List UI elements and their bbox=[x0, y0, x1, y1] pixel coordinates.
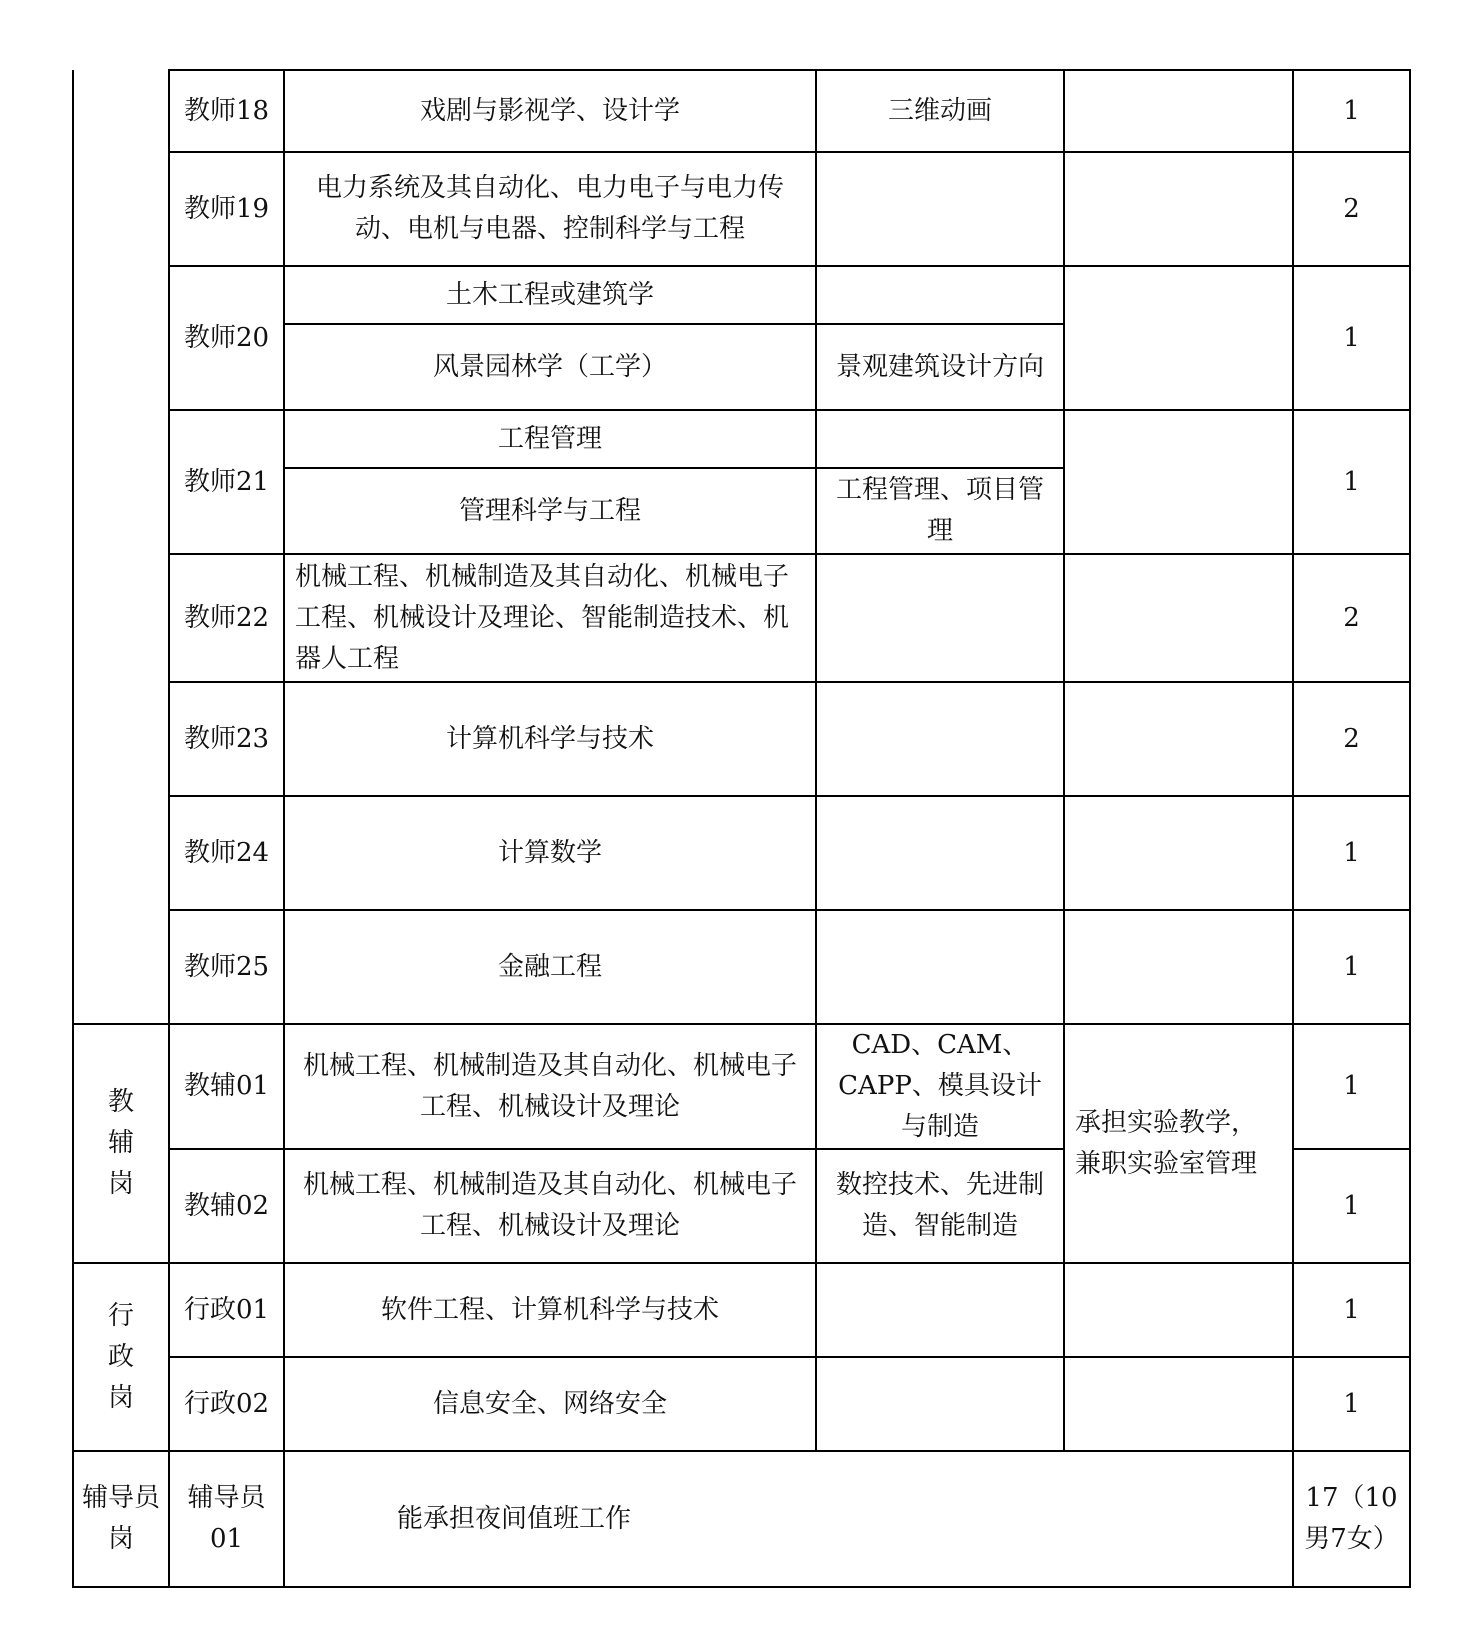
note-cell bbox=[1064, 266, 1293, 410]
requirement-cell: 能承担夜间值班工作 bbox=[284, 1451, 1293, 1587]
table-row bbox=[73, 554, 1410, 682]
table-row bbox=[73, 266, 1410, 324]
position-code: 教师23 bbox=[169, 682, 284, 796]
count-cell: 1 bbox=[1293, 1357, 1410, 1451]
major-cell: 戏剧与影视学、设计学 bbox=[284, 70, 816, 152]
table-row bbox=[73, 1263, 1410, 1357]
direction-cell bbox=[816, 554, 1064, 682]
count-cell: 2 bbox=[1293, 554, 1410, 682]
note-cell bbox=[1064, 410, 1293, 554]
direction-cell bbox=[816, 910, 1064, 1024]
position-code: 教师18 bbox=[169, 70, 284, 152]
position-code: 教师24 bbox=[169, 796, 284, 910]
major-cell: 计算数学 bbox=[284, 796, 816, 910]
category-cell-admin: 行政岗 bbox=[73, 1263, 169, 1451]
major-cell: 机械工程、机械制造及其自动化、机械电子工程、机械设计及理论、智能制造技术、机器人工程 bbox=[284, 554, 816, 682]
position-code: 教辅02 bbox=[169, 1149, 284, 1263]
position-code: 辅导员01 bbox=[169, 1451, 284, 1587]
recruitment-table bbox=[72, 69, 1411, 1588]
table-row bbox=[73, 410, 1410, 468]
count-cell: 1 bbox=[1293, 910, 1410, 1024]
major-cell: 软件工程、计算机科学与技术 bbox=[284, 1263, 816, 1357]
direction-cell bbox=[816, 1263, 1064, 1357]
direction-cell bbox=[816, 796, 1064, 910]
count-cell: 1 bbox=[1293, 796, 1410, 910]
count-cell: 1 bbox=[1293, 70, 1410, 152]
major-cell: 金融工程 bbox=[284, 910, 816, 1024]
direction-cell bbox=[816, 1357, 1064, 1451]
direction-cell bbox=[816, 682, 1064, 796]
table-row bbox=[73, 1357, 1410, 1451]
direction-cell: 三维动画 bbox=[816, 70, 1064, 152]
note-cell bbox=[1064, 554, 1293, 682]
major-cell: 电力系统及其自动化、电力电子与电力传动、电机与电器、控制科学与工程 bbox=[284, 152, 816, 266]
major-cell: 机械工程、机械制造及其自动化、机械电子工程、机械设计及理论 bbox=[284, 1149, 816, 1263]
position-code: 教师19 bbox=[169, 152, 284, 266]
position-code: 教辅01 bbox=[169, 1024, 284, 1149]
position-code: 行政01 bbox=[169, 1263, 284, 1357]
position-code: 教师25 bbox=[169, 910, 284, 1024]
count-cell: 2 bbox=[1293, 152, 1410, 266]
direction-cell bbox=[816, 266, 1064, 324]
count-cell: 1 bbox=[1293, 266, 1410, 410]
count-cell: 1 bbox=[1293, 1149, 1410, 1263]
count-cell: 1 bbox=[1293, 1263, 1410, 1357]
major-cell: 土木工程或建筑学 bbox=[284, 266, 816, 324]
note-cell bbox=[1064, 910, 1293, 1024]
position-code: 教师22 bbox=[169, 554, 284, 682]
major-cell: 信息安全、网络安全 bbox=[284, 1357, 816, 1451]
major-cell: 工程管理 bbox=[284, 410, 816, 468]
count-cell: 1 bbox=[1293, 410, 1410, 554]
category-cell-counselor: 辅导员岗 bbox=[73, 1451, 169, 1587]
note-cell bbox=[1064, 682, 1293, 796]
note-cell bbox=[1064, 1357, 1293, 1451]
direction-cell bbox=[816, 410, 1064, 468]
category-cell-teacher bbox=[73, 70, 169, 1024]
table-row bbox=[73, 910, 1410, 1024]
position-code: 教师20 bbox=[169, 266, 284, 410]
major-cell: 计算机科学与技术 bbox=[284, 682, 816, 796]
count-cell: 17（10男7女） bbox=[1293, 1451, 1410, 1587]
major-cell: 机械工程、机械制造及其自动化、机械电子工程、机械设计及理论 bbox=[284, 1024, 816, 1149]
table-row bbox=[73, 682, 1410, 796]
direction-cell bbox=[816, 152, 1064, 266]
direction-cell: 景观建筑设计方向 bbox=[816, 324, 1064, 410]
note-cell bbox=[1064, 796, 1293, 910]
note-cell bbox=[1064, 70, 1293, 152]
position-code: 教师21 bbox=[169, 410, 284, 554]
table-row bbox=[73, 1024, 1410, 1149]
note-cell bbox=[1064, 1263, 1293, 1357]
note-cell: 承担实验教学，兼职实验室管理 bbox=[1064, 1024, 1293, 1263]
category-cell-support: 教辅岗 bbox=[73, 1024, 169, 1263]
table-row bbox=[73, 70, 1410, 152]
count-cell: 1 bbox=[1293, 1024, 1410, 1149]
table-row bbox=[73, 152, 1410, 266]
table-row bbox=[73, 1451, 1410, 1587]
direction-cell: 数控技术、先进制造、智能制造 bbox=[816, 1149, 1064, 1263]
count-cell: 2 bbox=[1293, 682, 1410, 796]
position-code: 行政02 bbox=[169, 1357, 284, 1451]
note-cell bbox=[1064, 152, 1293, 266]
direction-cell: CAD、CAM、CAPP、模具设计与制造 bbox=[816, 1024, 1064, 1149]
direction-cell: 工程管理、项目管理 bbox=[816, 468, 1064, 554]
table-row bbox=[73, 796, 1410, 910]
major-cell: 风景园林学（工学） bbox=[284, 324, 816, 410]
major-cell: 管理科学与工程 bbox=[284, 468, 816, 554]
